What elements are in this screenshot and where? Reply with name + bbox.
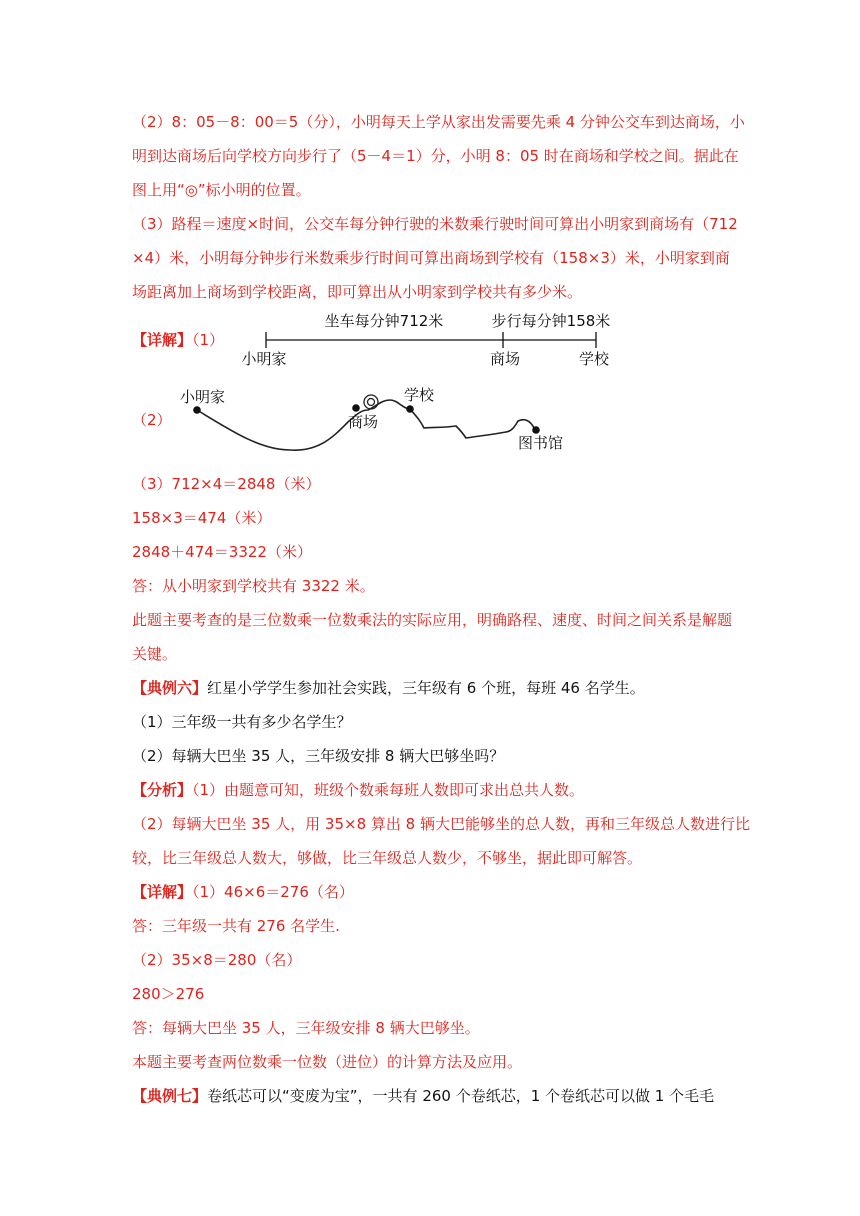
example6-tag: 【典例六】	[132, 679, 208, 697]
calc-line-3: 2848＋474＝3322（米）	[132, 543, 312, 561]
analysis-part2-line1: （2）8：05－8：00＝5（分），小明每天上学从家出发需要先乘 4 分钟公交车到达商场，小	[132, 113, 745, 131]
route-map-diagram	[170, 380, 590, 460]
library-point	[532, 426, 540, 434]
analysis-part2-line2: 明到达商场后向学校方向步行了（5－4＝1）分，小明 8：05 时在商场和学校之间。据此在	[132, 147, 739, 165]
route-library-label: 图书馆	[518, 434, 564, 452]
example6-summary: 本题主要考查两位数乘一位数（进位）的计算方法及应用。	[132, 1053, 523, 1071]
summary-line-1: 此题主要考查的是三位数乘一位数乘法的实际应用，明确路程、速度、时间之间关系是解题	[132, 611, 733, 629]
detail-tag: 【详解】	[132, 331, 193, 349]
home-label: 小明家	[241, 350, 287, 368]
example6-compare: 280＞276	[132, 985, 205, 1003]
mall-label: 商场	[489, 350, 521, 368]
example6-detail-tag: 【详解】	[132, 883, 193, 901]
detail-heading	[132, 330, 224, 350]
example7-text: 卷纸芯可以“变废为宝”，一共有 260 个卷纸芯，1 个卷纸芯可以做 1 个毛毛	[207, 1087, 715, 1105]
example6-text: 红星小学学生参加社会实践，三年级有 6 个班，每班 46 名学生。	[207, 679, 645, 697]
analysis-part2-line3: 图上用“◎”标小明的位置。	[132, 181, 311, 199]
analysis-1: （1）由题意可知，班级个数乘每班人数即可求出总共人数。	[192, 781, 585, 799]
example6-answer-1: 答：三年级一共有 276 名学生.	[132, 917, 340, 935]
example6-detail-2: （2）35×8＝280（名）	[132, 951, 302, 969]
analysis-2-line-1: （2）每辆大巴坐 35 人，用 35×8 算出 8 辆大巴能够坐的总人数，再和三年级总人数进行比	[132, 815, 750, 833]
example6-detail-heading	[132, 882, 354, 902]
xiaoming-position-marker-inner	[368, 399, 375, 406]
example6-question-1: （1）三年级一共有多少名学生？	[132, 713, 352, 731]
analysis-part3-line1: （3）路程＝速度×时间，公交车每分钟行驶的米数乘行驶时间可算出小明家到商场有（712	[132, 215, 738, 233]
route-mall-label: 商场	[348, 413, 379, 431]
example6-analysis-heading	[132, 780, 584, 800]
school-point	[406, 405, 414, 413]
route-home-label: 小明家	[180, 388, 226, 406]
answer-line: 答：从小明家到学校共有 3322 米。	[132, 577, 375, 595]
detail-item-2: （2）	[132, 411, 172, 429]
home-point	[193, 406, 201, 414]
school-label: 学校	[578, 350, 610, 368]
analysis-part3-line2: ×4）米，小明每分钟步行米数乘步行时间可算出商场到学校有（158×3）米，小明家到商	[132, 249, 730, 267]
summary-line-2: 关键。	[132, 645, 178, 663]
example7-tag: 【典例七】	[132, 1087, 208, 1105]
detail-item-1: （1）	[192, 331, 225, 349]
example6-detail-1: （1）46×6＝276（名）	[192, 883, 354, 901]
analysis-tag: 【分析】	[132, 781, 193, 799]
walk-speed-label: 步行每分钟158米	[491, 312, 611, 330]
analysis-part3-line3: 场距离加上商场到学校距离，即可算出从小明家到学校共有多少米。	[132, 283, 583, 301]
example6-answer-2: 答：每辆大巴坐 35 人，三年级安排 8 辆大巴够坐。	[132, 1019, 480, 1037]
calc-line-1: （3）712×4＝2848（米）	[132, 475, 321, 493]
analysis-2-line-2: 较，比三年级总人数大，够做，比三年级总人数少，不够坐，据此即可解答。	[132, 849, 643, 867]
bus-speed-label: 坐车每分钟712米	[324, 312, 444, 330]
xiaoming-position-marker-outer	[364, 395, 378, 409]
example6-heading	[132, 678, 645, 698]
example7-heading	[132, 1086, 714, 1106]
example6-question-2: （2）每辆大巴坐 35 人，三年级安排 8 辆大巴够坐吗？	[132, 747, 505, 765]
calc-line-2: 158×3＝474（米）	[132, 509, 272, 527]
route-school-label: 学校	[404, 386, 435, 404]
mall-point	[352, 404, 360, 412]
distance-line-diagram	[230, 308, 630, 372]
